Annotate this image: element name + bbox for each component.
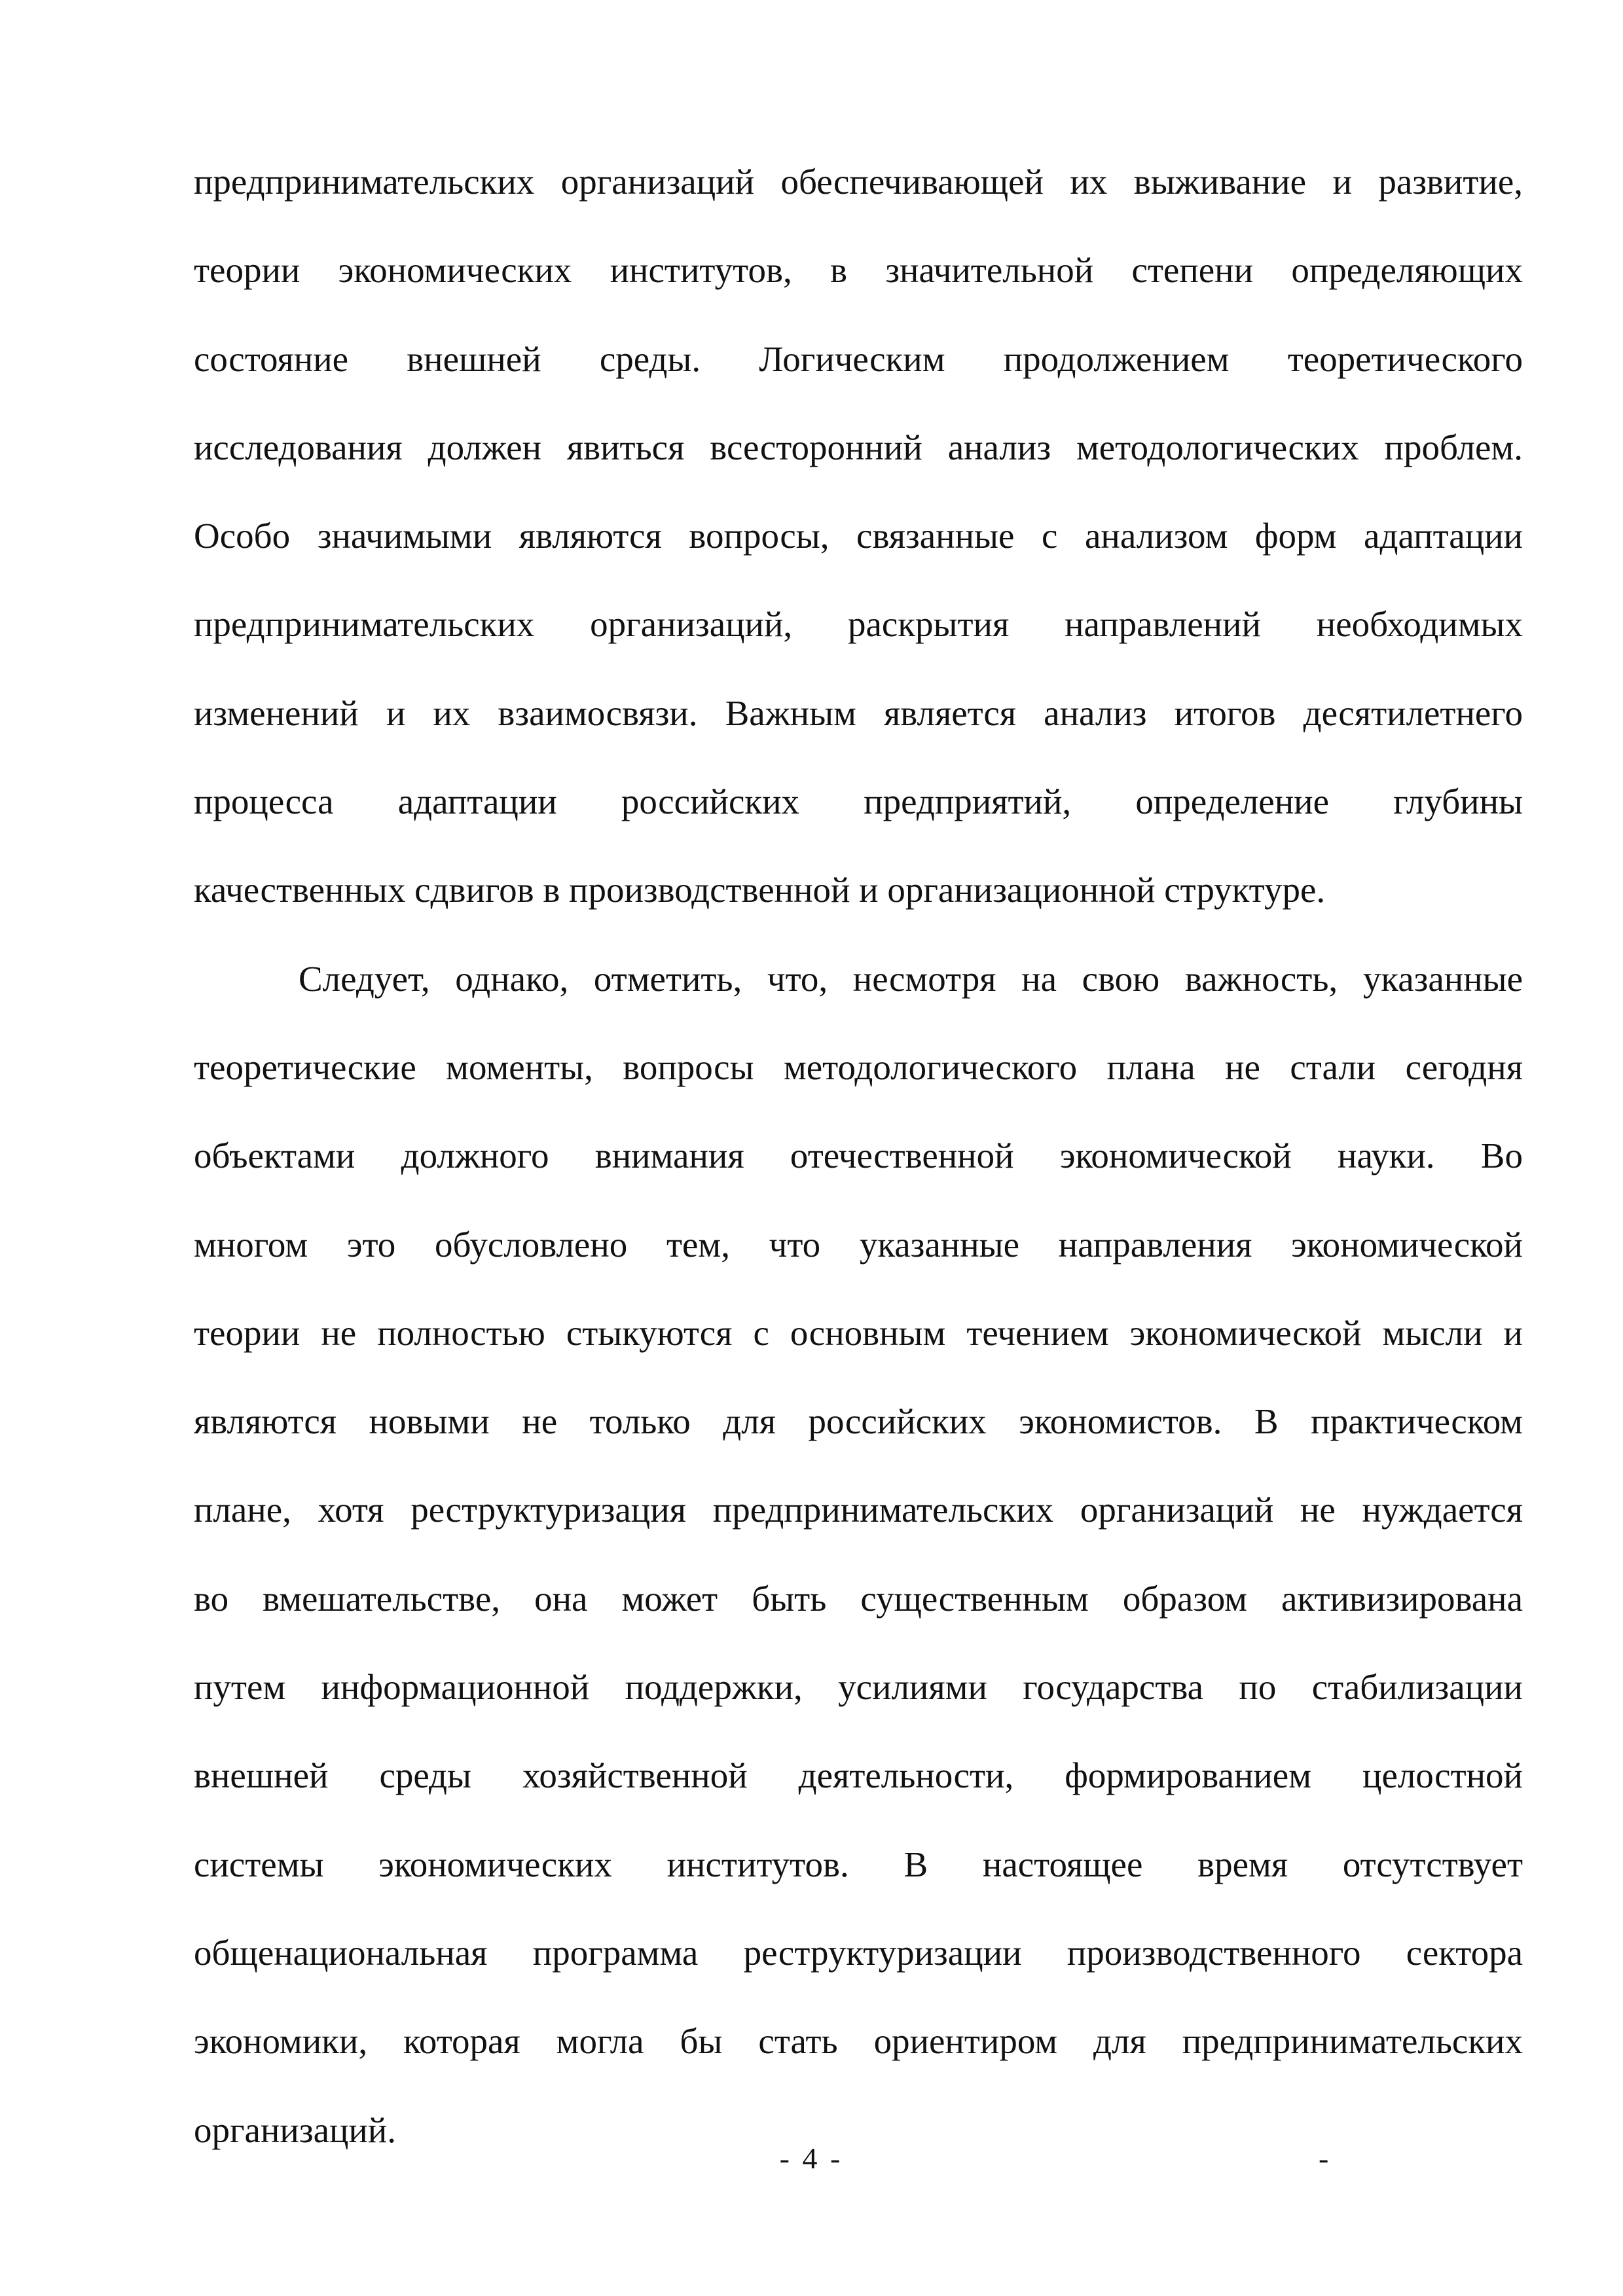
p2-line-9: путем информационной поддержки, усилиями государства по стабилизации <box>194 1667 1523 1708</box>
p2-line-8: во вмешательстве, она может быть существенным образом активизирована <box>194 1578 1523 1619</box>
page-number: - 4 - <box>779 2142 843 2175</box>
p2-line-7: плане, хотя реструктуризация предпринимательских организаций не нуждается <box>194 1490 1523 1530</box>
body-text <box>194 149 1523 2186</box>
p2-line-3: объектами должного внимания отечественной экономической науки. Во <box>194 1136 1523 1176</box>
p1-line-2: теории экономических институтов, в значительной степени определяющих <box>194 250 1523 291</box>
footer-corner-mark: - <box>1319 2142 1329 2175</box>
p2-line-13: экономики, которая могла бы стать ориентиром для предпринимательских <box>194 2021 1523 2062</box>
p2-line-11: системы экономических институтов. В настоящее время отсутствует <box>194 1844 1523 1884</box>
p1-line-7: изменений и их взаимосвязи. Важным является анализ итогов десятилетнего <box>194 692 1523 733</box>
p2-line-12: общенациональная программа реструктуризации производственного сектора <box>194 1932 1523 1973</box>
p1-line-9: качественных сдвигов в производственной и организационной структуре. <box>194 870 1326 910</box>
p1-line-3: состояние внешней среды. Логическим продолжением теоретического <box>194 338 1523 379</box>
p1-line-1: предпринимательских организаций обеспечивающей их выживание и развитие, <box>194 162 1523 202</box>
p2-line-2: теоретические моменты, вопросы методологического плана не стали сегодня <box>194 1047 1523 1087</box>
p2-line-4: многом это обусловлено тем, что указанные направления экономической <box>194 1224 1523 1265</box>
p1-line-6: предпринимательских организаций, раскрытия направлений необходимых <box>194 604 1523 645</box>
p1-line-5: Особо значимыми являются вопросы, связанные с анализом форм адаптации <box>194 516 1523 556</box>
p1-line-8: процесса адаптации российских предприятий, определение глубины <box>194 781 1523 822</box>
p2-line-14: организаций. <box>194 2109 397 2150</box>
p2-line-1: Следует, однако, отметить, что, несмотря на свою важность, указанные <box>299 958 1523 999</box>
p2-line-10: внешней среды хозяйственной деятельности, формированием целостной <box>194 1755 1523 1796</box>
p2-line-6: являются новыми не только для российских экономистов. В практическом <box>194 1401 1523 1442</box>
p1-line-4: исследования должен явиться всесторонний анализ методологических проблем. <box>194 427 1523 467</box>
p2-line-5: теории не полностью стыкуются с основным течением экономической мысли и <box>194 1312 1523 1353</box>
